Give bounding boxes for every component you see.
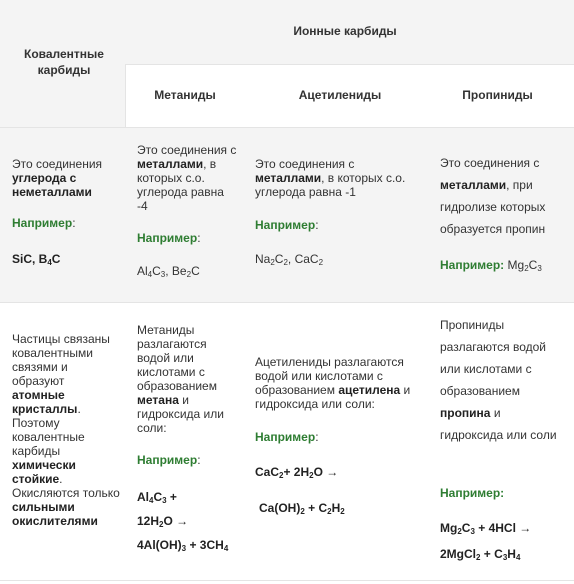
methanides-heading: Метаниды (154, 88, 216, 102)
row1-methanides-formula: $Al_4C_3$, $Be_2C$ (137, 264, 200, 279)
row1-covalent-cell (0, 127, 125, 303)
row1-methanides-text: Это соединения с металлами, в которых с.о. углерода равна -4 (137, 143, 237, 213)
row2-methanides-example-label: Например: (137, 453, 201, 467)
grid-line (0, 302, 574, 303)
equation-line: $Al_4C_3$ + (137, 490, 177, 505)
equation-line: 2MgCl$_2$ + $C_3H_4$ (440, 547, 521, 562)
row1-acetylenides-formula: $Na_2C_2$, CaC$_2$ (255, 252, 324, 267)
row1-propinides-example: Например: $Mg_2C_3$ (440, 258, 542, 273)
grid-line (0, 127, 574, 128)
equation-line: $Mg_2C_3 + 4HCl$ → (440, 521, 532, 536)
equation-line: $4Al(OH)_3 + 3CH_4$ (137, 538, 229, 553)
ionic-carbides-heading: Ионные карбиды (293, 24, 397, 38)
row2-covalent-text: Частицы связаны ковалентными связями и образуют атомные кристаллы. Поэтому ковалентные карбиды химически стойкие. Окисляются только сильными окислителями (12, 332, 120, 528)
row2-propinides-text: Пропиниды разлагаются водой или кислотами с образованием пропина и гидроксида или соли (440, 318, 557, 442)
row1-acetylenides-text: Это соединения с металлами, в которых с.о. углерода равна -1 (255, 157, 406, 199)
grid-line (125, 64, 126, 127)
row2-acetylenides-equation-1: $CaC_2+ 2H_2O$ → (255, 465, 339, 480)
grid-line (0, 580, 574, 581)
row1-methanides-example-label: Например: (137, 231, 201, 245)
row2-methanides-text: Метаниды разлагаются водой или кислотами с образованием метана и гидроксида или соли: (137, 323, 224, 435)
equation-line: $12H_2O$ → (137, 514, 189, 529)
row1-covalent-formula: SiC, $B_4C$ (12, 252, 61, 267)
row1-propinides-text: Это соединения с металлами, при гидролизе которых образуется пропин (440, 156, 546, 236)
propinides-heading: Пропиниды (462, 88, 533, 102)
covalent-carbides-heading: Ковалентные карбиды (24, 47, 104, 77)
row1-acetylenides-example-label: Например: (255, 218, 319, 232)
row1-covalent-text: Это соединения углерода с неметаллами (12, 157, 103, 199)
grid-line (125, 64, 574, 65)
row2-acetylenides-text: Ацетилениды разлагаются водой или кислотами с образованием ацетилена и гидроксида или соли: (255, 355, 411, 411)
row2-acetylenides-example-label: Например: (255, 430, 319, 444)
row2-propinides-equation (440, 517, 570, 569)
row2-methanides-equation (137, 487, 247, 559)
acetylenides-heading: Ацетилениды (298, 88, 382, 102)
row2-propinides-example-label: Например: (440, 486, 505, 500)
row1-covalent-example-label: Например: (12, 216, 76, 230)
row2-acetylenides-equation-2: $Ca(OH)_2 + C_2H_2$ (259, 501, 345, 516)
